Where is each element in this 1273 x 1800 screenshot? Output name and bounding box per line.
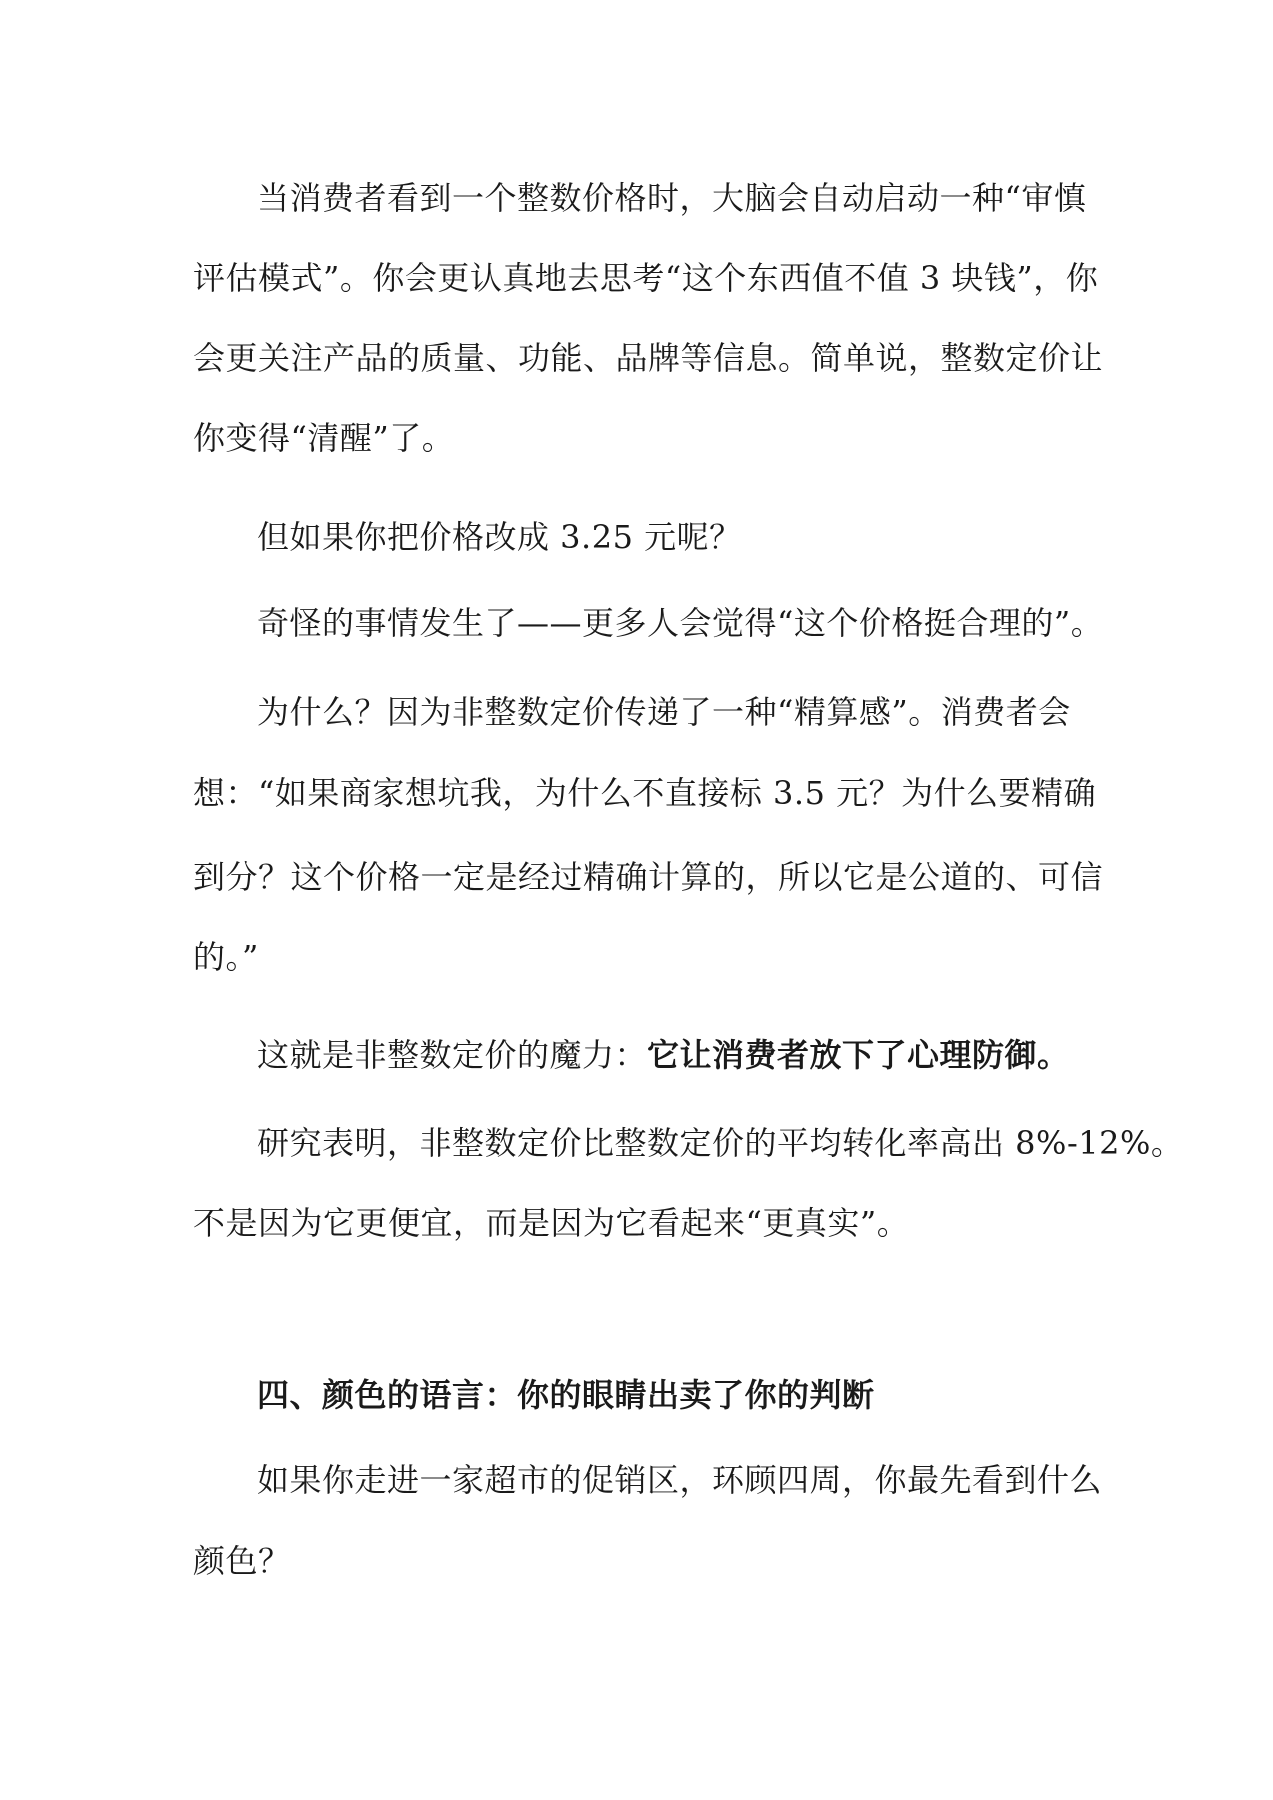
paragraph-7-line-1: 如果你走进一家超市的促销区，环顾四周，你最先看到什么 <box>257 1461 1103 1499</box>
paragraph-5 <box>257 1035 1070 1075</box>
paragraph-3: 奇怪的事情发生了——更多人会觉得“这个价格挺合理的”。 <box>257 604 1104 642</box>
paragraph-1-line-3: 会更关注产品的质量、功能、品牌等信息。简单说，整数定价让 <box>193 339 1104 377</box>
paragraph-1-line-2: 评估模式”。你会更认真地去思考“这个东西值不值 3 块钱”，你 <box>193 259 1099 297</box>
paragraph-1-line-4: 你变得“清醒”了。 <box>193 419 455 457</box>
paragraph-4-line-4: 的。” <box>193 938 259 976</box>
paragraph-2: 但如果你把价格改成 3.25 元呢？ <box>257 518 742 556</box>
paragraph-1-line-1: 当消费者看到一个整数价格时，大脑会自动启动一种“审慎 <box>257 179 1087 217</box>
paragraph-6-line-1: 研究表明，非整数定价比整数定价的平均转化率高出 8%-12%。 <box>257 1124 1184 1162</box>
paragraph-4-line-1: 为什么？因为非整数定价传递了一种“精算感”。消费者会 <box>257 693 1071 731</box>
paragraph-7-line-2: 颜色？ <box>193 1542 291 1580</box>
paragraph-4-line-3: 到分？这个价格一定是经过精确计算的，所以它是公道的、可信 <box>193 858 1104 896</box>
paragraph-5-text: 这就是非整数定价的魔力： <box>257 1036 648 1074</box>
section-heading: 四、颜色的语言：你的眼睛出卖了你的判断 <box>257 1376 875 1414</box>
paragraph-5-bold-text: 它让消费者放下了心理防御。 <box>647 1036 1070 1074</box>
paragraph-6-line-2: 不是因为它更便宜，而是因为它看起来“更真实”。 <box>193 1204 910 1242</box>
paragraph-4-line-2: 想：“如果商家想坑我，为什么不直接标 3.5 元？为什么要精确 <box>193 774 1097 812</box>
